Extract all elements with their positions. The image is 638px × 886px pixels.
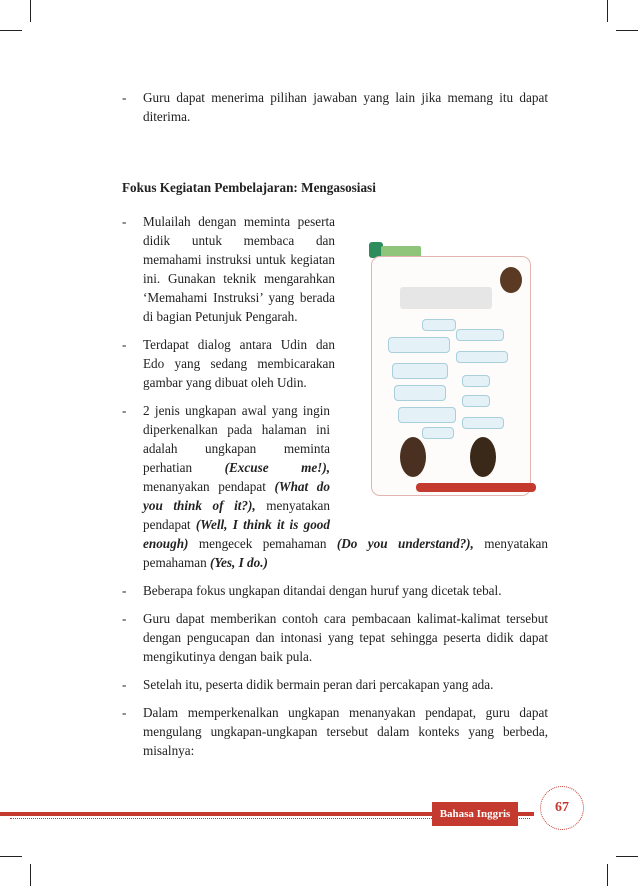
item-text: Terdapat dialog antara Udin dan Edo yang sedang membicarakan gambar yang dibuat oleh Udin. [143,337,335,390]
item-text: mengecek pemahaman [188,536,337,551]
bullet-dash: - [122,611,127,626]
expression-understand: (Do you understand?), [336,536,474,551]
bullet-dash: - [122,705,127,720]
item-text: Mulailah dengan meminta peserta didik untuk membaca dan memahami instruksi untuk kegiatan ini. Gunakan teknik mengarahkan ‘Memahami Instruksi’ yang berada di bagian Petunjuk Pengarah. [143,214,335,324]
expression-excuse: (Excuse me!), [224,460,331,475]
boy-figure-icon [500,267,522,293]
crop-mark [30,0,31,22]
expression-yes: (Yes, I do.) [210,555,268,570]
speech-bubble [422,319,456,331]
item-text: menyatakan pemahaman [143,536,548,570]
speech-bubble [462,375,490,387]
page-number: 67 [540,786,584,830]
bullet-dash: - [122,90,127,105]
speech-bubble [392,363,448,379]
bullet-dash: - [122,583,127,598]
expression-what: (What do you think of it?), [143,479,330,513]
list-item [122,88,548,126]
expression-well: (Well, I think it is good enough) [143,517,330,551]
dialog-panel [371,256,531,496]
bullet-dash: - [122,403,127,418]
boy-figure-icon [400,437,426,477]
crop-mark [607,864,608,886]
crop-mark [30,864,31,886]
item-text: Dalam memperkenalkan ungkapan menanyakan pendapat, guru dapat mengulang ungkapan-ungkapan tersebut dalam konteks yang berbeda, misalnya: [143,705,548,758]
item-text: Guru dapat menerima pilihan jawaban yang lain jika memang itu dapat diterima. [143,90,548,124]
item-text: Guru dapat memberikan contoh cara pembacaan kalimat-kalimat tersebut dengan pengucapan dan intonasi yang tepat sehingga peserta didik dapat mengikutinya dengan baik pula. [143,611,548,664]
item-text: menanyakan pendapat [143,479,275,494]
list-item [122,703,548,760]
intro-block [122,88,548,126]
item-text: Setelah itu, peserta didik bermain peran dari percakapan yang ada. [143,677,494,692]
speech-bubble [394,385,446,401]
crop-mark [607,0,608,22]
speech-bubble [462,417,504,429]
list-item [122,675,548,694]
crop-mark [0,856,22,857]
item-text: menyatakan pendapat [143,498,330,532]
item-text: Beberapa fokus ungkapan ditandai dengan huruf yang dicetak tebal. [143,583,502,598]
crop-mark [616,30,638,31]
crop-mark [616,856,638,857]
speech-bubble [422,427,454,439]
section-heading: Fokus Kegiatan Pembelajaran: Mengasosiasi [122,180,376,195]
list-item [122,212,335,326]
list-item [122,335,335,392]
speech-bubble [462,395,490,407]
instruction-box [400,287,492,309]
bullet-dash: - [122,337,127,352]
list-item [122,609,548,666]
bullet-dash: - [122,214,127,229]
item-text: 2 jenis ungkapan awal yang ingin diperkenalkan pada halaman ini adalah ungkapan meminta perhatian [143,403,330,475]
boy-figure-icon [470,437,496,477]
speech-bubble [398,407,456,423]
speech-bubble [388,337,450,353]
page-footer-strip [416,483,536,492]
footer-book-title: Bahasa Inggris [432,802,518,826]
bullet-dash: - [122,677,127,692]
list-item [122,581,548,600]
speech-bubble [456,329,504,341]
crop-mark [0,30,22,31]
textbook-page-illustration [363,240,539,502]
speech-bubble [456,351,508,363]
